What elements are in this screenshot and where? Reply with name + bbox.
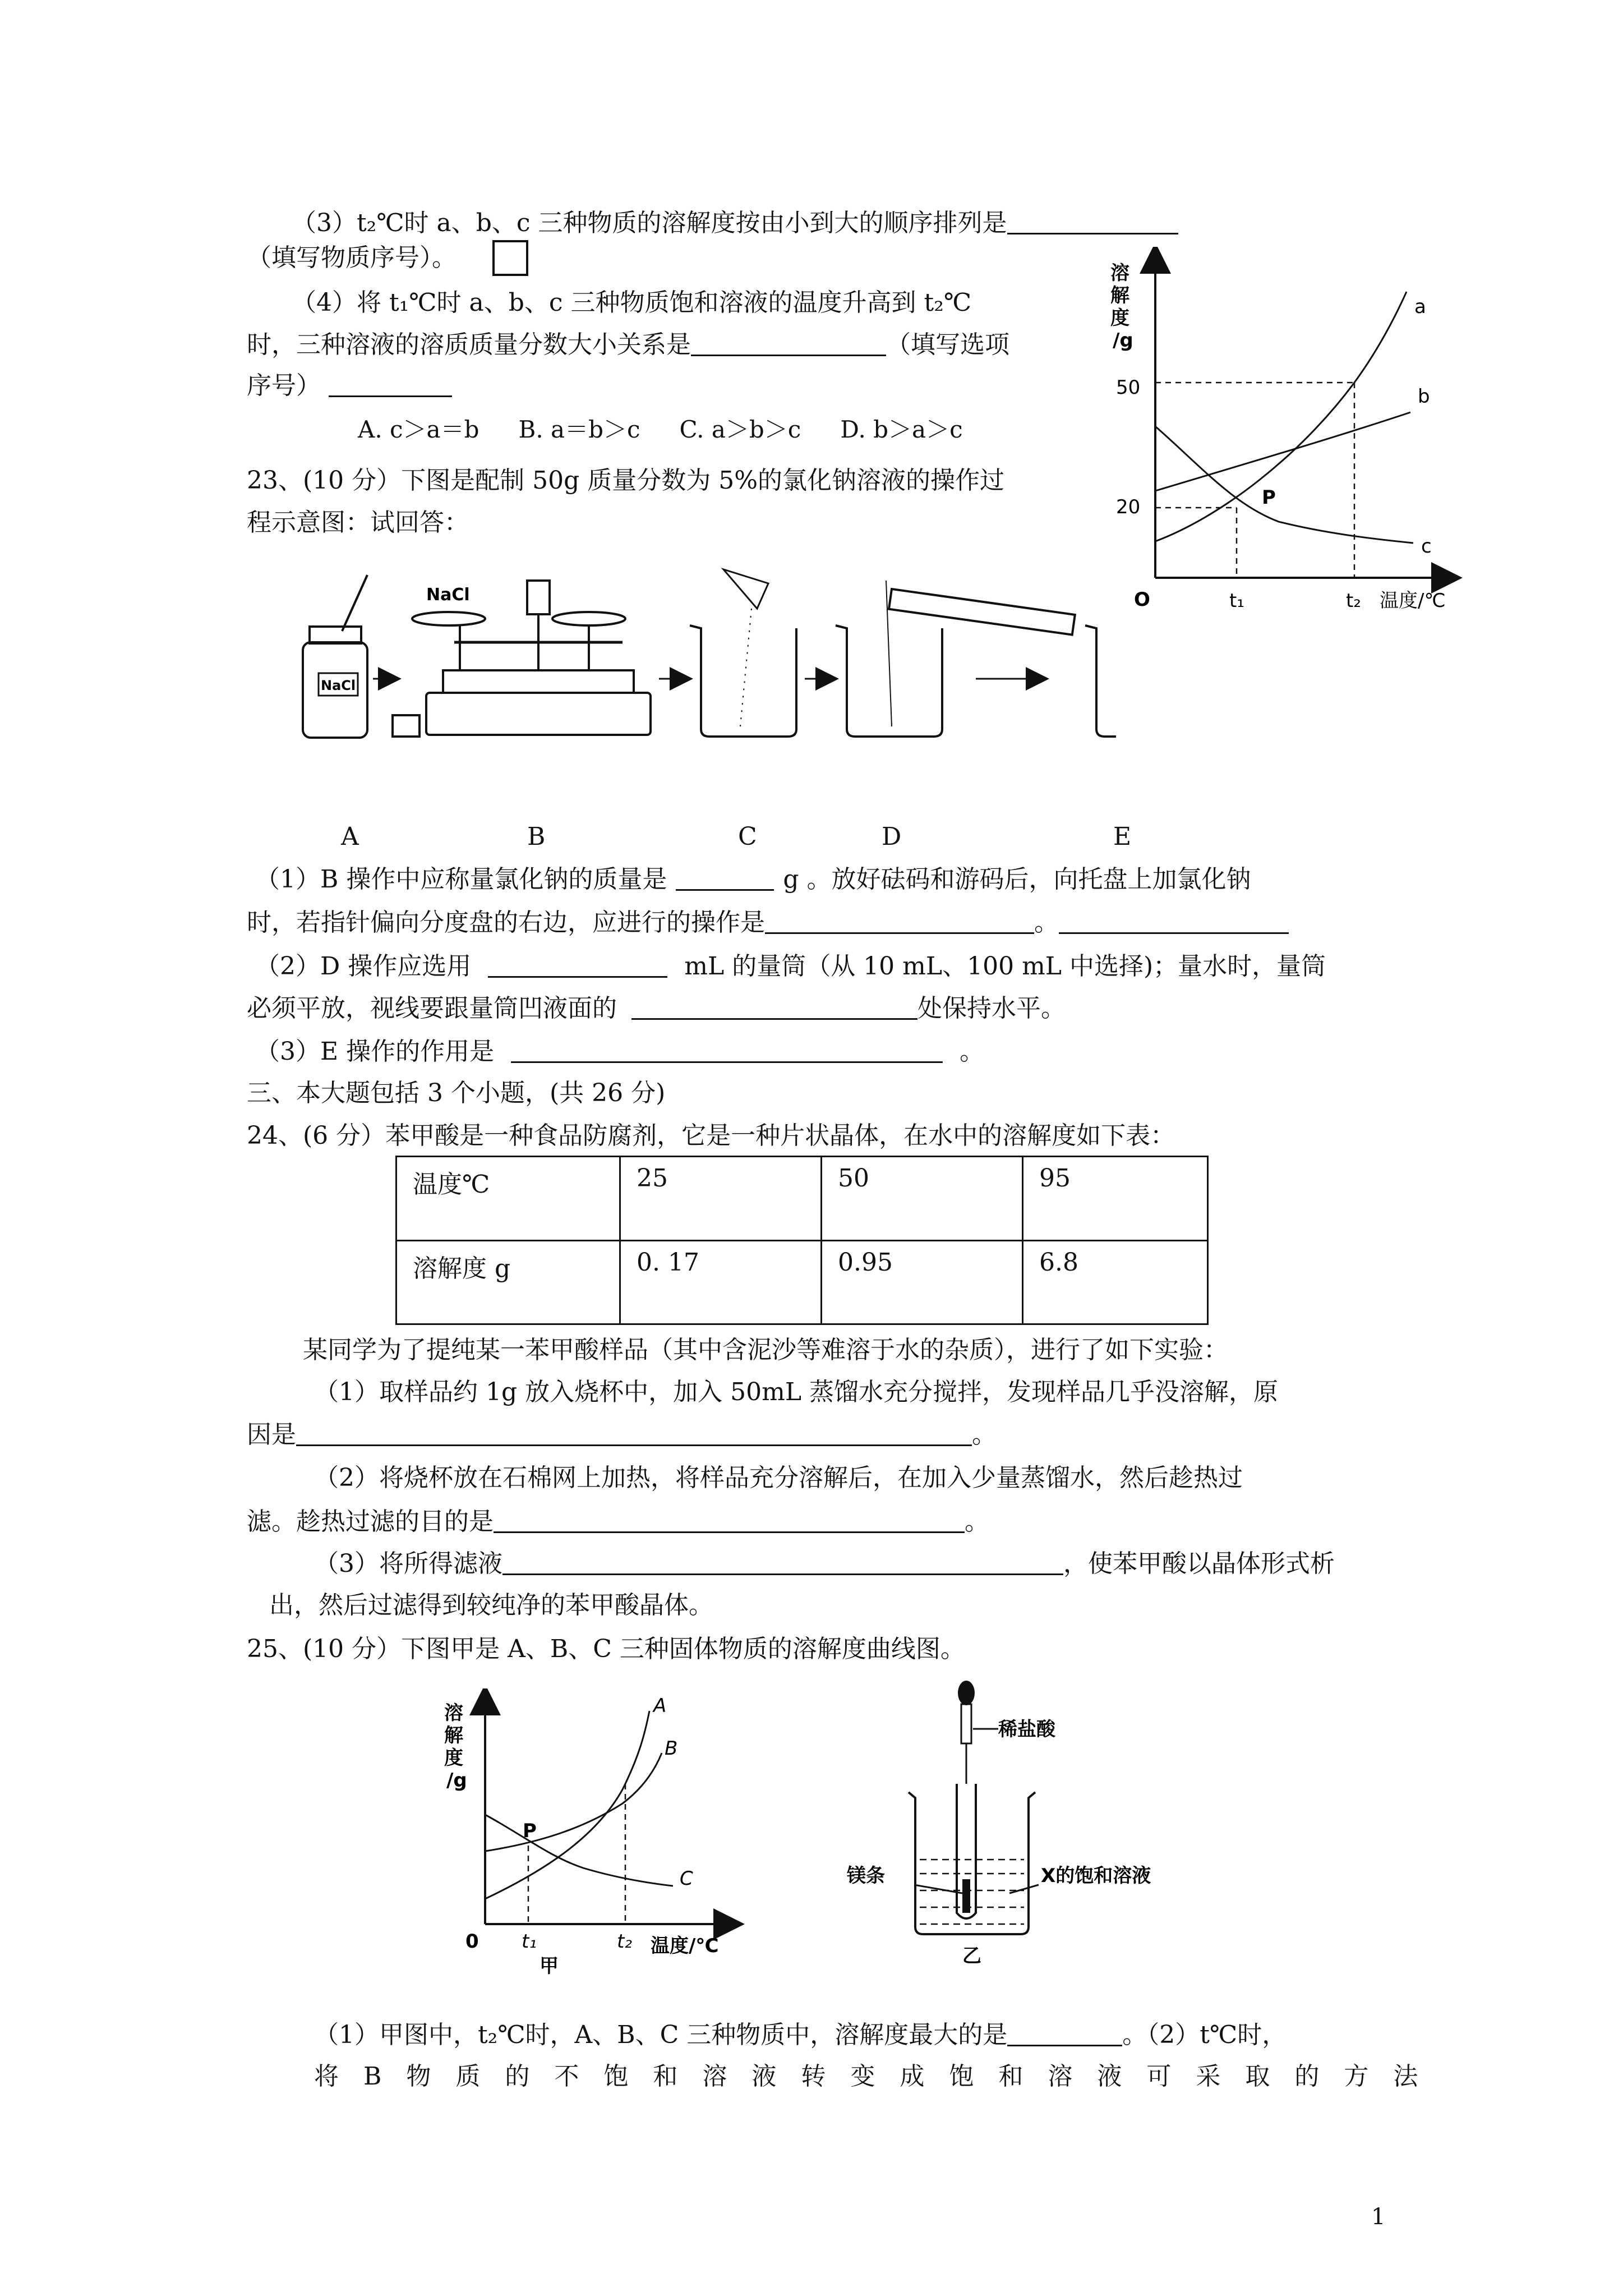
q23-p2-line2: 必须平放，视线要跟量筒凹液面的 处保持水平。 — [247, 994, 1066, 1023]
q22-p3-note: （填写物质序号）。 — [247, 243, 457, 272]
table-cell: 0.95 — [822, 1240, 1023, 1324]
q22-p4-line2 — [247, 332, 1009, 357]
q25-xlabel: 温度/℃ — [651, 1935, 719, 1957]
step-a-jar — [303, 575, 419, 738]
q25-solubility-chart — [437, 1688, 751, 1980]
q22-ylabel-3: 度 — [1110, 307, 1129, 329]
step-d-beaker — [836, 581, 1075, 737]
q25-curve-a-label: A — [653, 1695, 667, 1717]
q23-intro2: 程示意图：试回答： — [247, 508, 469, 537]
q23-p1-line2: 时，若指针偏向分度盘的右边，应进行的操作是 。 — [247, 910, 1289, 935]
table-cell: 6.8 — [1023, 1240, 1208, 1324]
q22-point-p: P — [1262, 486, 1276, 509]
q24-intro: 24、(6 分）苯甲酸是一种食品防腐剂，它是一种片状晶体，在水中的溶解度如下表： — [247, 1121, 1175, 1150]
table-cell: 50 — [822, 1157, 1023, 1241]
q23-intro1: 23、(10 分）下图是配制 50g 质量分数为 5%的氯化钠溶液的操作过 — [247, 466, 1005, 495]
q22-p4-line1: （4）将 t₁℃时 a、b、c 三种物质饱和溶液的温度升高到 t₂℃ — [292, 288, 972, 317]
q25-origin: 0 — [465, 1930, 479, 1953]
q22-p3-blank[interactable] — [1007, 210, 1178, 234]
q25-ylabel-4: /g — [446, 1769, 467, 1792]
q22-option-c: C. a＞b＞c — [679, 416, 801, 443]
table-row — [396, 1157, 1208, 1241]
q23-p3-line: （3）E 操作的作用是 。 — [255, 1037, 985, 1066]
q22-p4-line3 — [247, 373, 452, 398]
q22-ylabel-1: 溶 — [1110, 262, 1129, 284]
dropper-icon — [958, 1681, 975, 1784]
q25-ylabel-2: 解 — [444, 1724, 463, 1747]
q23-procedure-figure — [275, 558, 1116, 749]
q22-option-b: B. a＝b＞c — [518, 416, 640, 443]
q25-curve-b — [485, 1753, 662, 1851]
q22-p4-line2a: 时，三种溶液的溶质质量分数大小关系是 — [247, 330, 691, 359]
step-label-a: A — [341, 822, 359, 851]
q22-curve-a-label: a — [1414, 296, 1426, 318]
table-cell: 0. 17 — [620, 1240, 822, 1324]
q23-p1-blank2[interactable] — [765, 910, 1034, 934]
q23-p1-blank2-tail — [1059, 910, 1289, 934]
label-mg-strip: 镁条 — [847, 1865, 885, 1887]
q24-p3-line2: 出，然后过滤得到较纯净的苯甲酸晶体。 — [269, 1591, 713, 1619]
q25-apparatus-figure — [830, 1677, 1178, 1980]
q22-option-a: A. c＞a＝b — [358, 416, 479, 443]
q22-curve-c — [1155, 426, 1413, 543]
q22-curve-b — [1155, 412, 1410, 491]
q25-ylabel-3: 度 — [444, 1747, 463, 1769]
q24-p1-line1: （1）取样品约 1g 放入烧杯中，加入 50mL 蒸馏水充分搅拌，发现样品几乎没溶解，原 — [314, 1378, 1279, 1406]
nacl-spoon-label: NaCl — [426, 585, 470, 605]
q24-exp: 某同学为了提纯某一苯甲酸样品（其中含泥沙等难溶于水的杂质），进行了如下实验： — [303, 1336, 1228, 1364]
q23-p2-blank1[interactable] — [488, 954, 667, 978]
step-label-e: E — [1113, 822, 1132, 851]
q24-p2-blank[interactable] — [494, 1509, 965, 1533]
q22-answer-box[interactable] — [492, 240, 528, 276]
q24-p2-line2: 滤。趁热过滤的目的是 。 — [247, 1507, 989, 1536]
q24-p1-blank[interactable] — [296, 1422, 972, 1446]
table-cell: 25 — [620, 1157, 822, 1241]
page-number: 1 — [1371, 2204, 1386, 2230]
q22-p4-line2b: （填写选项 — [886, 330, 1009, 359]
q22-xtick-t2: t₂ — [1346, 590, 1361, 612]
q25-point-p: P — [523, 1820, 537, 1842]
q25-p1-blank[interactable] — [1007, 2022, 1122, 2046]
q23-p2-blank2[interactable] — [631, 996, 917, 1020]
q23-p1-blank1[interactable] — [676, 867, 774, 891]
q22-ytick-20: 20 — [1116, 496, 1141, 518]
q25-ylabel-1: 溶 — [444, 1702, 463, 1724]
q24-solubility-table — [395, 1156, 1209, 1325]
section-3-heading: 三、本大题包括 3 个小题，(共 26 分) — [247, 1079, 666, 1107]
q25-p1-line: （1）甲图中，t₂℃时，A、B、C 三种物质中，溶解度最大的是 。（2）t℃时， — [314, 2021, 1287, 2049]
q24-p3-line1: （3）将所得滤液 ，使苯甲酸以晶体形式析 — [314, 1549, 1335, 1578]
q25-caption-jia: 甲 — [540, 1955, 559, 1977]
q22-p3-line — [292, 210, 1178, 236]
q22-p4-blank[interactable] — [691, 332, 886, 356]
q23-p1-line1: （1）B 操作中应称量氯化钠的质量是 g 。放好砝码和游码后，向托盘上加氯化钠 — [255, 865, 1251, 894]
beaker — [909, 1792, 1035, 1934]
step-label-c: C — [738, 822, 757, 851]
q22-p3-text: （3）t₂℃时 a、b、c 三种物质的溶解度按由小到大的顺序排列是 — [292, 209, 1007, 237]
table-cell: 温度℃ — [396, 1157, 620, 1241]
q22-ytick-50: 50 — [1116, 376, 1141, 399]
q22-curve-c-label: c — [1421, 535, 1432, 558]
q25-caption-yi: 乙 — [962, 1945, 981, 1967]
magnesium-strip — [962, 1879, 970, 1913]
step-label-d: D — [882, 822, 902, 851]
q22-p4-line3-text: 序号） — [247, 371, 321, 400]
q22-xlabel: 温度/℃ — [1380, 590, 1446, 612]
q25-p2-line: 将 B 物 质 的 不 饱 和 溶 液 转 变 成 饱 和 溶 液 可 采 取 的 方 法 — [314, 2062, 1418, 2091]
q25-xtick-t2: t₂ — [617, 1930, 632, 1953]
q22-origin: O — [1134, 588, 1150, 611]
q22-p3-note-line — [247, 243, 457, 272]
q24-p1-line2: 因是 。 — [247, 1420, 997, 1449]
label-dilute-hcl: 稀盐酸 — [998, 1718, 1055, 1741]
q22-options — [358, 418, 963, 441]
q23-p2-line1: （2）D 操作应选用 mL 的量筒（从 10 mL、100 mL 中选择)；量水时，量筒 — [255, 952, 1326, 981]
q22-curve-b-label: b — [1418, 385, 1430, 408]
step-c-beaker — [690, 569, 796, 737]
q25-curve-b-label: B — [665, 1737, 678, 1760]
table-cell: 溶解度 g — [396, 1240, 620, 1324]
q24-p2-line1: （2）将烧杯放在石棉网上加热，将样品充分溶解后，在加入少量蒸馏水，然后趁热过 — [314, 1464, 1243, 1492]
step-label-b: B — [527, 822, 546, 851]
step-b-balance — [412, 581, 651, 735]
table-row — [396, 1240, 1208, 1324]
table-cell: 95 — [1023, 1157, 1208, 1241]
q22-p4-blank2[interactable] — [329, 373, 452, 397]
q25-curve-c-label: C — [680, 1867, 693, 1890]
q22-solubility-chart — [1099, 247, 1469, 628]
step-e-beaker — [1085, 625, 1116, 737]
q23-p3-blank[interactable] — [511, 1039, 943, 1063]
q22-option-d: D. b＞a＞c — [840, 416, 963, 443]
q25-xtick-t1: t₁ — [522, 1930, 537, 1953]
q22-ylabel-2: 解 — [1110, 284, 1129, 307]
q22-curve-a — [1155, 292, 1407, 541]
label-saturated-x: X的饱和溶液 — [1041, 1865, 1151, 1887]
q22-ylabel-4: /g — [1113, 329, 1133, 352]
q24-p3-blank[interactable] — [502, 1551, 1063, 1575]
q25-intro: 25、(10 分）下图甲是 A、B、C 三种固体物质的溶解度曲线图。 — [247, 1635, 965, 1663]
nacl-jar-label: NaCl — [321, 678, 356, 693]
q22-xtick-t1: t₁ — [1229, 590, 1244, 612]
